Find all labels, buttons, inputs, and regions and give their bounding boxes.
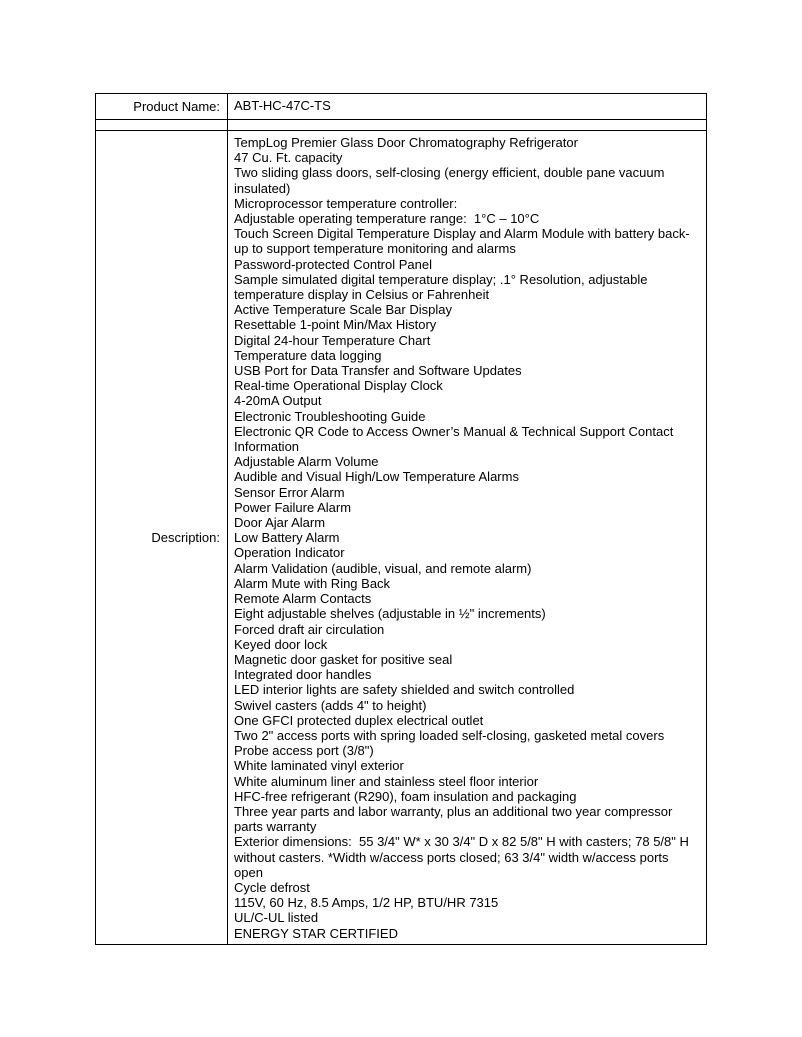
description-item: HFC-free refrigerant (R290), foam insulation and packaging	[234, 788, 577, 804]
description-item: TempLog Premier Glass Door Chromatography Refrigerator	[234, 135, 578, 150]
description-item: Three year parts and labor warranty, plus an additional two year compressor parts warranty	[234, 803, 676, 835]
description-item: Electronic Troubleshooting Guide	[234, 408, 426, 424]
description-item: Microprocessor temperature controller:	[234, 195, 458, 211]
description-item: Touch Screen Digital Temperature Display and Alarm Module with battery back-up to support temperature monitoring and alarms	[234, 226, 690, 257]
description-item: Power Failure Alarm	[234, 499, 352, 515]
product-name-label: Product Name:	[96, 94, 228, 120]
description-item: Magnetic door gasket for positive seal	[234, 651, 453, 667]
description-item: Adjustable Alarm Volume	[234, 454, 379, 470]
description-item: Temperature data logging	[234, 347, 382, 363]
spacer-cell-left	[96, 120, 228, 131]
description-item: Integrated door handles	[234, 667, 372, 683]
description-row	[96, 131, 707, 945]
description-item: Remote Alarm Contacts	[234, 591, 372, 607]
description-item: Alarm Mute with Ring Back	[234, 575, 391, 591]
description-item: 47 Cu. Ft. capacity	[234, 150, 343, 166]
description-item: White aluminum liner and stainless steel floor interior	[234, 773, 539, 789]
description-item: Forced draft air circulation	[234, 621, 385, 637]
description-item: Password-protected Control Panel	[234, 256, 432, 272]
description-item: Operation Indicator	[234, 545, 345, 561]
description-item: Real-time Operational Display Clock	[234, 378, 443, 394]
description-item: Two 2" access ports with spring loaded self-closing, gasketed metal covers	[234, 727, 665, 743]
product-name-row	[96, 94, 707, 120]
description-item: Cycle defrost	[234, 879, 310, 895]
description-item: Sample simulated digital temperature display; .1° Resolution, adjustable temperature display in Celsius or Fahrenheit	[234, 271, 652, 303]
description-item: 4-20mA Output	[234, 393, 322, 409]
description-item: Audible and Visual High/Low Temperature Alarms	[234, 469, 519, 485]
spacer-cell-right	[228, 120, 707, 131]
product-name-value: ABT-HC-47C-TS	[228, 94, 707, 120]
description-item: LED interior lights are safety shielded and switch controlled	[234, 682, 575, 698]
description-item: Low Battery Alarm	[234, 530, 340, 546]
description-item: Keyed door lock	[234, 636, 328, 652]
description-item: Electronic QR Code to Access Owner’s Manual & Technical Support Contact Information	[234, 423, 677, 455]
description-item: Adjustable operating temperature range: 1°C – 10°C	[234, 211, 540, 227]
description-item: Sensor Error Alarm	[234, 484, 345, 500]
description-item: Two sliding glass doors, self-closing (energy efficient, double pane vacuum insulated)	[234, 165, 669, 196]
spacer-row	[96, 120, 707, 131]
description-item: Eight adjustable shelves (adjustable in ½" increments)	[234, 606, 546, 622]
description-item: Swivel casters (adds 4" to height)	[234, 697, 427, 713]
description-label: Description:	[96, 131, 228, 945]
description-list	[228, 131, 707, 945]
description-item: Exterior dimensions: 55 3/4" W* x 30 3/4" D x 82 5/8" H with casters; 78 5/8" H without casters. *Width w/access ports closed; 63 3/4" width w/access ports open	[234, 834, 693, 880]
description-item: Resettable 1-point Min/Max History	[234, 317, 437, 333]
description-item: One GFCI protected duplex electrical outlet	[234, 712, 484, 728]
description-item: Active Temperature Scale Bar Display	[234, 302, 452, 318]
description-item: Probe access port (3/8")	[234, 743, 374, 759]
description-item: Door Ajar Alarm	[234, 515, 326, 531]
description-item: UL/C-UL listed	[234, 910, 319, 926]
description-item: ENERGY STAR CERTIFIED	[234, 925, 398, 941]
description-item: 115V, 60 Hz, 8.5 Amps, 1/2 HP, BTU/HR 7315	[234, 895, 499, 911]
product-spec-table	[95, 93, 707, 945]
description-item: Alarm Validation (audible, visual, and remote alarm)	[234, 560, 532, 576]
description-item: USB Port for Data Transfer and Software Updates	[234, 363, 522, 379]
description-item: White laminated vinyl exterior	[234, 758, 404, 774]
description-item: Digital 24-hour Temperature Chart	[234, 332, 431, 348]
